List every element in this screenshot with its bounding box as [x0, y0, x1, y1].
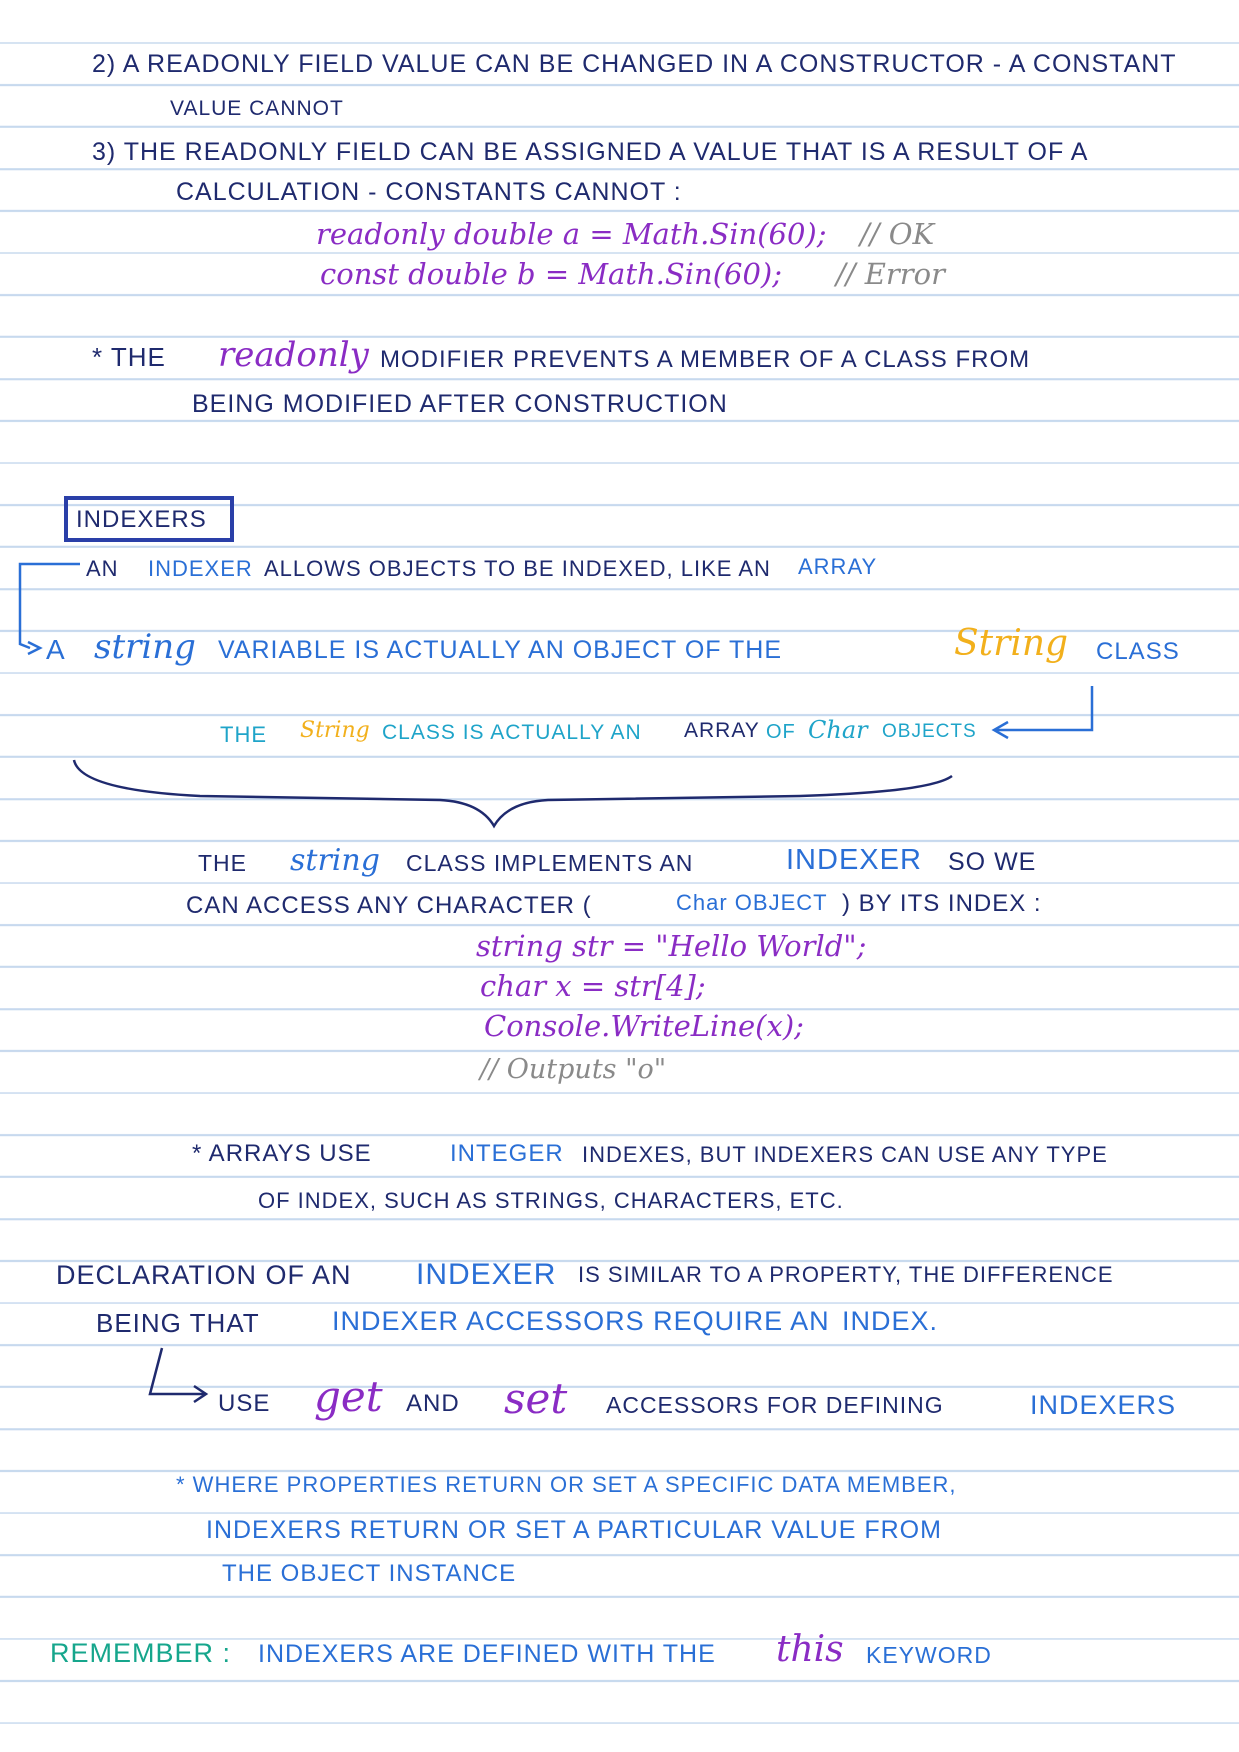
where-line2: INDEXERS RETURN OR SET A PARTICULAR VALUE FROM — [206, 1516, 942, 1544]
intro-an: AN — [86, 556, 119, 581]
class-objects: OBJECTS — [882, 721, 977, 742]
code-line-3: Console.WriteLine(x); — [484, 1009, 804, 1043]
readonly-star-line2: BEING MODIFIED AFTER CONSTRUCTION — [192, 390, 728, 418]
remember-label: REMEMBER : — [50, 1638, 232, 1668]
curly-brace — [74, 760, 952, 826]
impl2-index: ) BY ITS INDEX : — [842, 890, 1042, 917]
readonly-star-rest: MODIFIER PREVENTS A MEMBER OF A CLASS FROM — [380, 346, 1031, 373]
string-text: VARIABLE IS ACTUALLY AN OBJECT OF THE — [218, 636, 783, 664]
remember-text: INDEXERS ARE DEFINED WITH THE — [258, 1640, 716, 1668]
decl-a: DECLARATION OF AN — [56, 1260, 352, 1290]
intro-array: ARRAY — [798, 554, 878, 579]
class-the: THE — [220, 722, 267, 747]
use-accessors: ACCESSORS FOR DEFINING — [606, 1392, 944, 1418]
class-string: String — [300, 718, 370, 743]
remember-keyword: KEYWORD — [866, 1642, 992, 1668]
code-ok-comment: // OK — [860, 217, 935, 251]
decl-being: BEING THAT — [96, 1308, 260, 1338]
class-array: ARRAY — [684, 719, 760, 742]
readonly-star-prefix: * THE — [92, 342, 166, 372]
arrays-prefix: * ARRAYS USE — [192, 1140, 372, 1167]
code-line-1: string str = "Hello World"; — [476, 929, 867, 963]
impl2-text: CAN ACCESS ANY CHARACTER ( — [186, 892, 592, 919]
use-set: set — [504, 1374, 568, 1423]
readonly-keyword: readonly — [218, 335, 369, 375]
arrays-rest: INDEXES, BUT INDEXERS CAN USE ANY TYPE — [582, 1142, 1108, 1167]
readonly-item2-line2: VALUE CANNOT — [170, 97, 344, 120]
code-line-2: char x = str[4]; — [480, 969, 706, 1003]
code-readonly-line: readonly double a = Math.Sin(60); — [316, 217, 827, 251]
use-get: get — [314, 1372, 383, 1421]
use-and: AND — [406, 1390, 460, 1417]
string-a: A — [46, 634, 66, 665]
arrays-integer: INTEGER — [450, 1140, 564, 1167]
bracket-arrow-right — [996, 686, 1092, 730]
impl-string: string — [290, 843, 380, 878]
bracket-arrow-left — [20, 564, 80, 648]
where-line3: THE OBJECT INSTANCE — [222, 1560, 517, 1587]
decl-index: INDEX. — [842, 1306, 939, 1336]
indexers-heading: INDEXERS — [76, 506, 207, 533]
code-comment: // Outputs "o" — [480, 1054, 667, 1085]
use-word: USE — [218, 1390, 271, 1417]
decl-accessors: INDEXER ACCESSORS REQUIRE AN — [332, 1306, 830, 1336]
decl-c: IS SIMILAR TO A PROPERTY, THE DIFFERENCE — [578, 1262, 1114, 1287]
class-char: Char — [808, 716, 868, 744]
impl2-char-object: Char OBJECT — [676, 890, 828, 915]
readonly-item3-line1: 3) THE READONLY FIELD CAN BE ASSIGNED A VALUE THAT IS A RESULT OF A — [92, 138, 1089, 166]
impl-the: THE — [198, 850, 247, 876]
class-text: CLASS IS ACTUALLY AN — [382, 721, 642, 744]
readonly-item2-line1: 2) A READONLY FIELD VALUE CAN BE CHANGED IN A CONSTRUCTOR - A CONSTANT — [92, 50, 1177, 78]
impl-indexer: INDEXER — [786, 844, 922, 876]
impl-text: CLASS IMPLEMENTS AN — [406, 850, 694, 876]
remember-this: this — [776, 1629, 844, 1670]
string-keyword: string — [94, 627, 196, 667]
readonly-item3-line2: CALCULATION - CONSTANTS CANNOT : — [176, 178, 682, 206]
code-const-line: const double b = Math.Sin(60); — [320, 257, 783, 291]
intro-text: ALLOWS OBJECTS TO BE INDEXED, LIKE AN — [264, 556, 771, 581]
intro-indexer: INDEXER — [148, 556, 253, 581]
where-line1: * WHERE PROPERTIES RETURN OR SET A SPECIFIC DATA MEMBER, — [176, 1472, 957, 1497]
string-class-word: CLASS — [1096, 638, 1180, 665]
use-indexers: INDEXERS — [1030, 1390, 1177, 1420]
class-of: OF — [766, 721, 796, 743]
decl-indexer: INDEXER — [416, 1258, 557, 1291]
impl-so-we: SO WE — [948, 848, 1037, 876]
code-error-comment: // Error — [836, 257, 945, 291]
arrays-line2: OF INDEX, SUCH AS STRINGS, CHARACTERS, ETC. — [258, 1188, 844, 1213]
string-class-name: String — [954, 623, 1069, 664]
